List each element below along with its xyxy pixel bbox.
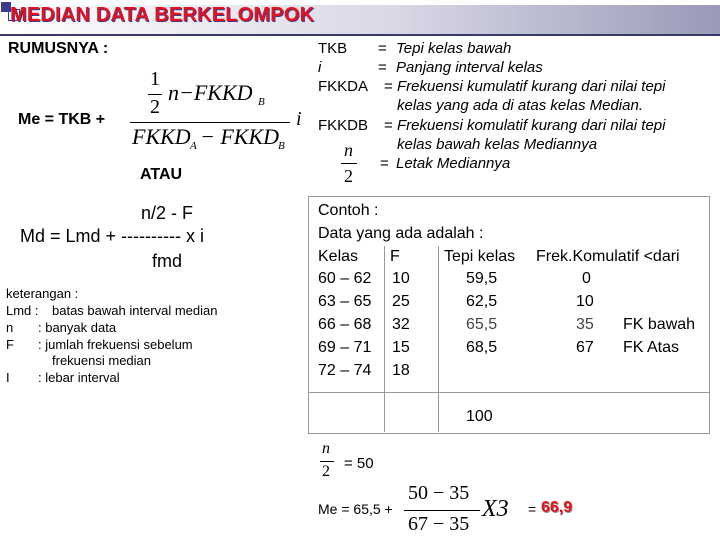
table-cell-kelas: 66 – 68 <box>318 316 372 333</box>
table-cell-frek: 67 <box>576 339 594 356</box>
note-value: : lebar interval <box>38 370 120 385</box>
me-calc-numerator: 50 − 35 <box>408 482 470 504</box>
me-calc-times: X3 <box>482 496 509 522</box>
table-cell-tepi: 68,5 <box>466 339 498 356</box>
md-formula-line: Md = Lmd + ---------- x i <box>20 226 204 246</box>
def-value: Tepi kelas bawah <box>396 40 512 57</box>
atau-label: ATAU <box>140 166 183 183</box>
times-i: i <box>296 108 302 130</box>
md-numerator: n/2 - F <box>141 203 194 223</box>
numerator-subscript: B <box>258 96 265 108</box>
n2-fraction-line <box>320 461 334 462</box>
letak-eq: = <box>380 155 389 172</box>
note-value: batas bawah interval median <box>52 303 218 318</box>
def-key: FKKDA <box>318 78 369 95</box>
table-cell-f: 10 <box>392 270 410 287</box>
table-column-divider <box>438 246 439 432</box>
def-key: TKB <box>318 40 348 57</box>
def-value: Frekuensi komulatif kurang dari nilai tepi <box>397 117 666 134</box>
page-title: MEDIAN DATA BERKELOMPOK <box>10 4 315 26</box>
half-num: 1 <box>150 68 160 90</box>
denominator-subscript-b: B <box>278 140 285 152</box>
def-key: FKKDB <box>318 117 369 134</box>
def-value: Panjang interval kelas <box>396 59 543 76</box>
table-column-divider <box>384 246 385 432</box>
numerator-term: n−FKKD <box>168 80 253 105</box>
n2-value: = 50 <box>344 455 374 472</box>
table-total-divider <box>308 392 709 393</box>
def-eq: = <box>384 78 393 95</box>
half-fraction-line <box>148 94 162 95</box>
table-cell-kelas: 72 – 74 <box>318 362 372 379</box>
note-key: F <box>6 337 14 352</box>
note-key: n <box>6 320 14 335</box>
denominator-subscript-a: A <box>190 140 197 152</box>
contoh-label: Contoh : <box>318 202 379 219</box>
md-denominator: fmd <box>152 251 183 271</box>
main-fraction-line <box>130 122 290 123</box>
rumusnya-label: RUMUSNYA : <box>8 40 109 57</box>
def-value-cont: kelas bawah kelas Mediannya <box>397 136 598 153</box>
table-cell-frek: 10 <box>576 293 594 310</box>
table-cell-frek: 35 <box>576 316 594 333</box>
letak-value: Letak Mediannya <box>396 155 511 172</box>
table-cell-kelas: 60 – 62 <box>318 270 372 287</box>
me-calc-prefix: Me = 65,5 + <box>318 501 393 517</box>
n-over-2-line <box>341 163 357 164</box>
table-cell-tepi: 65,5 <box>466 316 498 333</box>
table-cell-frek: 0 <box>582 270 591 287</box>
table-header-kelas: Kelas <box>318 248 359 265</box>
data-label: Data yang ada adalah : <box>318 225 484 242</box>
table-note-fk-atas: FK Atas <box>623 339 680 356</box>
def-eq: = <box>384 117 393 134</box>
table-note-fk-bawah: FK bawah <box>623 316 696 333</box>
title-underline <box>0 34 720 36</box>
n2-num: n <box>322 440 330 457</box>
notes-heading: keterangan : <box>6 286 79 301</box>
denominator-fkkd-a: FKKD <box>132 124 191 149</box>
table-cell-kelas: 63 – 65 <box>318 293 372 310</box>
n-over-2-den: 2 <box>344 166 353 186</box>
table-header-f: F <box>390 248 400 265</box>
me-calc-fraction-line <box>404 510 480 511</box>
table-cell-f: 25 <box>392 293 410 310</box>
def-eq: = <box>378 59 387 76</box>
table-cell-tepi: 62,5 <box>466 293 498 310</box>
table-header-tepi: Tepi kelas <box>444 248 516 265</box>
note-value: frekuensi median <box>52 353 151 368</box>
table-cell-f: 18 <box>392 362 410 379</box>
n-over-2-num: n <box>344 140 353 160</box>
me-calc-denominator: 67 − 35 <box>408 513 470 535</box>
def-eq: = <box>378 40 387 57</box>
table-cell-f: 15 <box>392 339 410 356</box>
me-calc-eq: = <box>528 501 537 517</box>
half-den: 2 <box>150 96 160 118</box>
me-calc-result: 66,9 <box>541 499 573 516</box>
table-cell-f: 32 <box>392 316 410 333</box>
table-header-frek: Frek.Komulatif <dari <box>536 248 680 265</box>
def-value-cont: kelas yang ada di atas kelas Median. <box>397 97 643 114</box>
def-value: Frekuensi kumulatif kurang dari nilai tepi <box>397 78 666 95</box>
note-value: : jumlah frekuensi sebelum <box>38 337 193 352</box>
note-value: : banyak data <box>38 320 117 335</box>
denominator-fkkd-b: − FKKD <box>200 124 280 149</box>
table-cell-kelas: 69 – 71 <box>318 339 372 356</box>
note-key: I <box>6 370 10 385</box>
table-total: 100 <box>466 408 493 425</box>
def-key: i <box>318 59 322 76</box>
table-cell-tepi: 59,5 <box>466 270 498 287</box>
note-key: Lmd : <box>6 303 39 318</box>
n2-den: 2 <box>322 463 330 480</box>
me-formula-prefix: Me = TKB + <box>18 111 106 128</box>
